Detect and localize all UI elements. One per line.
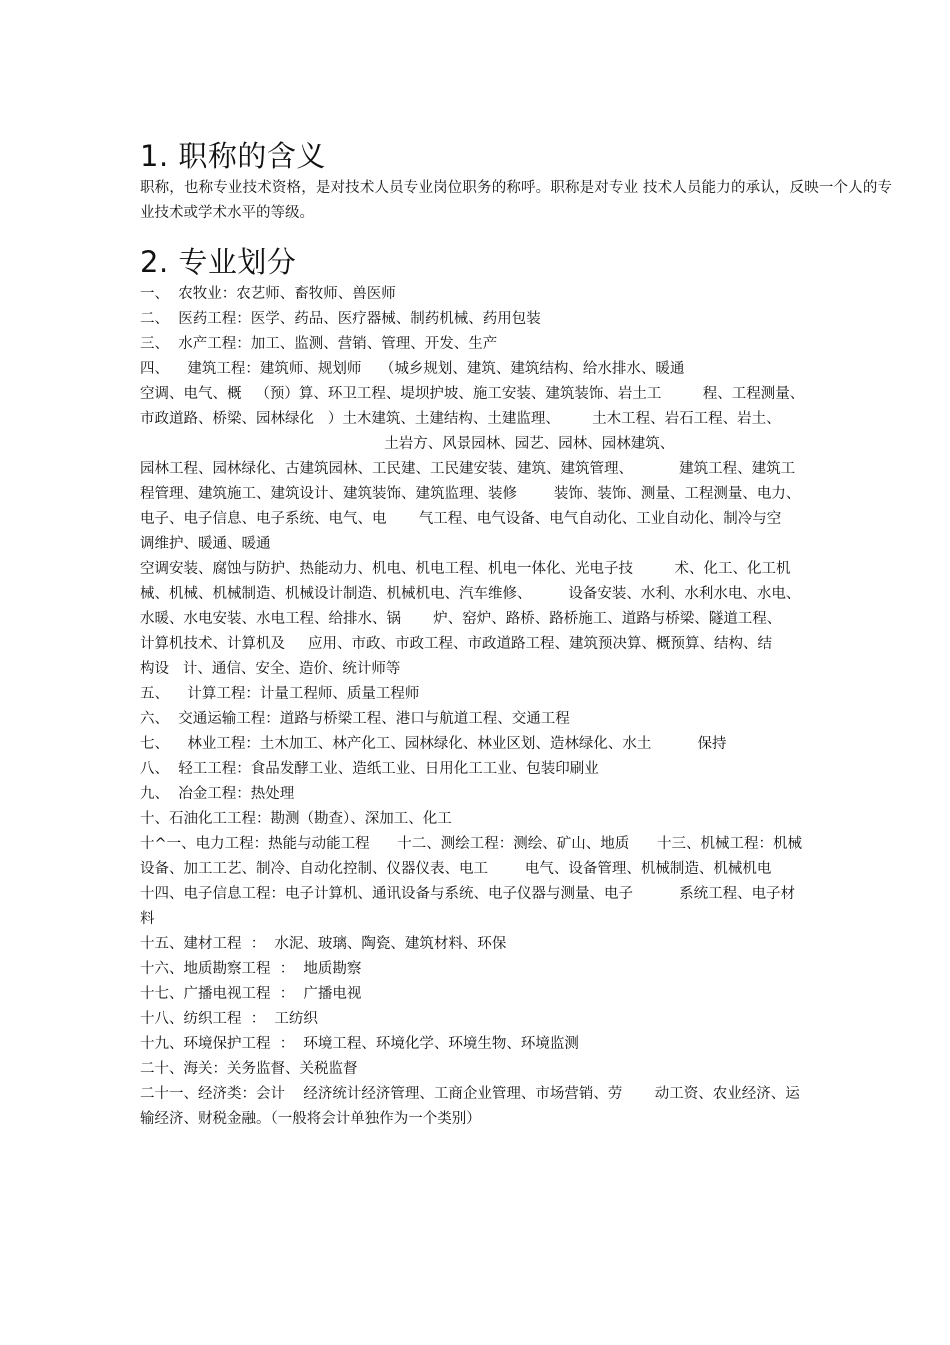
list-item: 九、 冶金工程：热处理 — [140, 786, 295, 802]
list-item: 七、 林业工程：土木加工、林产化工、园林绿化、林业区划、造林绿化、水土 保持 — [140, 736, 727, 752]
list-item: 一、 农牧业：农艺师、畜牧师、兽医师 — [140, 286, 396, 302]
list-item: 二十、海关：关务监督、关税监督 — [140, 1061, 358, 1077]
list-item: 十六、地质勘察工程 ： 地质勘察 — [140, 961, 362, 977]
definition-paragraph: 职称，也称专业技术资格，是对技术人员专业岗位职务的称呼。职称是对专业 技术人员能力的承认，反映一个人的专业技术或学术水平的等级。 — [140, 180, 892, 221]
list-item: 园林工程、园林绿化、古建筑园林、工民建、工民建安装、建筑、建筑管理、 建筑工程、建筑工 — [140, 461, 796, 477]
list-item: 十^一、电力工程：热能与动能工程 十二、测绘工程：测绘、矿山、地质 十三、机械工程：机械 — [140, 836, 802, 852]
list-item: 六、 交通运输工程：道路与桥梁工程、港口与航道工程、交通工程 — [140, 711, 570, 727]
list-item: 十八、纺织工程 ： 工纺织 — [140, 1011, 318, 1027]
document-page — [140, 136, 892, 1132]
list-item: 调维护、暖通、暖通 — [140, 536, 271, 552]
list-item: 械、机械、机械制造、机械设计制造、机械机电、汽车维修、 设备安装、水利、水利水电、水电、 — [140, 586, 801, 602]
list-item: 市政道路、桥梁、园林绿化 ）土木建筑、土建结构、土建监理、 土木工程、岩石工程、岩土、 — [140, 411, 781, 427]
list-item: 程管理、建筑施工、建筑设计、建筑装饰、建筑监理、装修 装饰、装饰、测量、工程测量、电力、 — [140, 486, 801, 502]
list-item: 构设 计、通信、安全、造价、统计师等 — [140, 661, 401, 677]
list-item: 四、 建筑工程：建筑师、规划师 （城乡规划、建筑、建筑结构、给水排水、暖通 — [140, 361, 685, 377]
list-item: 料 — [140, 911, 155, 927]
list-item: 二十一、经济类：会计 经济统计经济管理、工商企业管理、市场营销、劳 动工资、农业经济、运 — [140, 1086, 800, 1102]
list-item: 土岩方、风景园林、园艺、园林、园林建筑、 — [140, 436, 675, 452]
list-item: 计算机技术、计算机及 应用、市政、市政工程、市政道路工程、建筑预决算、概预算、结构、结 — [140, 636, 773, 652]
list-item: 十、石油化工工程：勘测（勘查）、深加工、化工 — [140, 811, 452, 827]
list-item: 二、 医药工程：医学、药品、医疗器械、制药机械、药用包装 — [140, 311, 541, 327]
list-item: 十七、广播电视工程 ： 广播电视 — [140, 986, 362, 1002]
list-item: 设备、加工工艺、制冷、自动化控制、仪器仪表、电工 电气、设备管理、机械制造、机械机电 — [140, 861, 772, 877]
list-item: 空调、电气、概 （预）算、环卫工程、堤坝护坡、施工安装、建筑装饰、岩土工 程、工程测量、 — [140, 386, 805, 402]
list-item: 输经济、财税金融。（一般将会计单独作为一个类别） — [140, 1111, 481, 1127]
list-item: 十五、建材工程 ： 水泥、玻璃、陶瓷、建筑材料、环保 — [140, 936, 507, 952]
category-list — [140, 282, 892, 1132]
section-heading-1: 1. 职称的含义 — [140, 139, 326, 173]
list-item: 电子、电子信息、电子系统、电气、电 气工程、电气设备、电气自动化、工业自动化、制冷与空 — [140, 511, 782, 527]
list-item: 五、 计算工程：计量工程师、质量工程师 — [140, 686, 420, 702]
list-item: 水暖、水电安装、水电工程、给排水、锅 炉、窑炉、路桥、路桥施工、道路与桥梁、隧道工程、 — [140, 611, 782, 627]
list-item: 十四、电子信息工程：电子计算机、通讯设备与系统、电子仪器与测量、电子 系统工程、电子材 — [140, 886, 796, 902]
list-item: 八、 轻工工程：食品发酵工业、造纸工业、日用化工工业、包装印刷业 — [140, 761, 599, 777]
section-heading-2: 2. 专业划分 — [140, 245, 297, 279]
list-item: 十九、环境保护工程 ： 环境工程、环境化学、环境生物、环境监测 — [140, 1036, 579, 1052]
list-item: 三、 水产工程：加工、监测、营销、管理、开发、生产 — [140, 336, 498, 352]
list-item: 空调安装、腐蚀与防护、热能动力、机电、机电工程、机电一体化、光电子技 术、化工、化工机 — [140, 561, 791, 577]
